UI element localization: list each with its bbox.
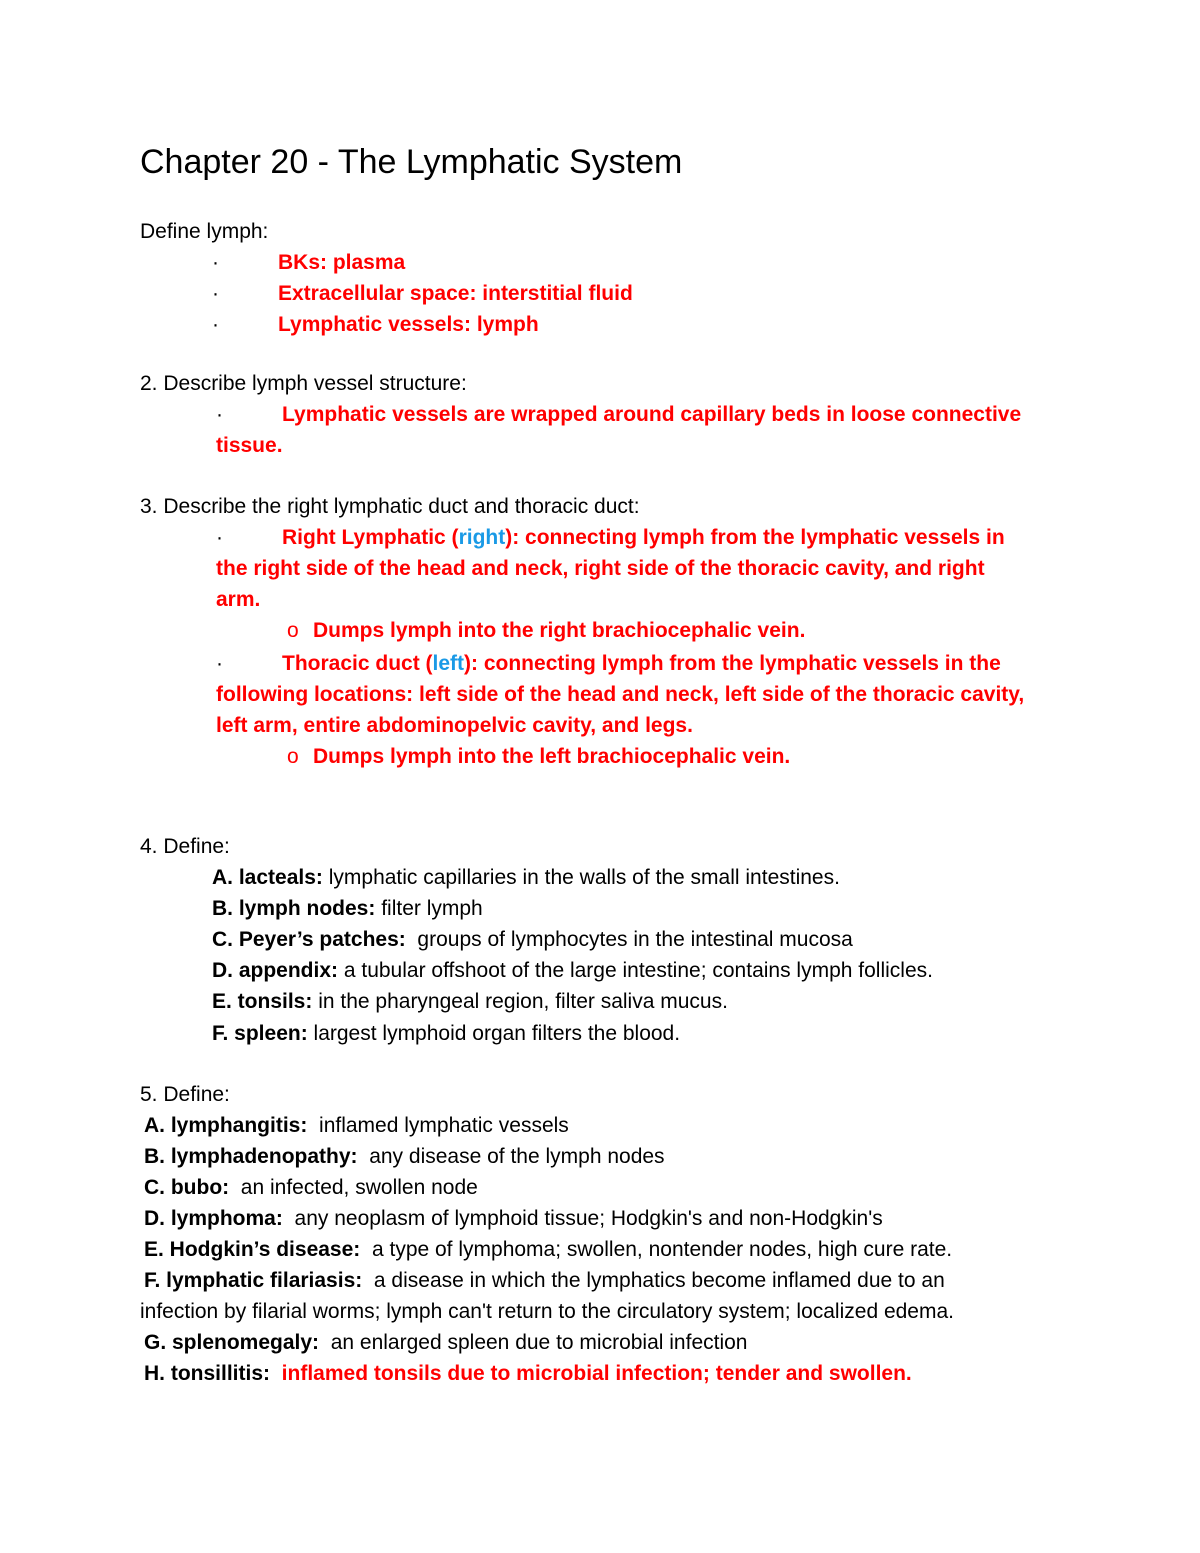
text-span: any neoplasm of lymphoid tissue; Hodgkin's and non-Hodgkin's — [282, 1207, 883, 1230]
q4-item — [212, 986, 728, 1017]
q4-item — [212, 1018, 680, 1049]
text-span: Dumps lymph into the left brachiocephalic vein. — [313, 745, 791, 768]
q3-thoracic-cont: left arm, entire abdominopelvic cavity, and legs. — [216, 714, 693, 737]
highlight-left: left — [432, 652, 465, 675]
text-span: C. bubo: — [144, 1176, 230, 1199]
text-span: filter lymph — [375, 897, 483, 920]
page-title: Chapter 20 - The Lymphatic System — [140, 143, 683, 181]
q3-right-sub — [287, 615, 805, 646]
circle-bullet-glyph: o — [287, 619, 299, 642]
q3-right-lymphatic — [216, 522, 1005, 553]
text-span: F. spleen: — [212, 1022, 308, 1045]
text-span: B. lymph nodes: — [212, 897, 376, 920]
text-span: E. Hodgkin’s disease: — [144, 1238, 361, 1261]
bullet-glyph: · — [212, 282, 219, 305]
q3-thoracic-cont: following locations: left side of the head and neck, left side of the thoracic cavity, — [216, 683, 1025, 706]
text-span: a tubular offshoot of the large intestine; contains lymph follicles. — [338, 959, 933, 982]
q3-thoracic-sub — [287, 741, 790, 772]
q5-item — [144, 1327, 748, 1358]
q4-heading: 4. Define: — [140, 835, 230, 858]
text-span: in the pharyngeal region, filter saliva mucus. — [312, 990, 728, 1013]
q5-item — [144, 1203, 883, 1234]
q1-item — [212, 309, 539, 340]
q5-item — [144, 1358, 912, 1389]
text-span: an infected, swollen node — [229, 1176, 478, 1199]
text-span: H. tonsillitis: — [144, 1362, 270, 1385]
q5-item — [144, 1265, 945, 1296]
text-span: largest lymphoid organ filters the blood. — [307, 1022, 681, 1045]
q5-item — [144, 1110, 569, 1141]
text-span: ): connecting lymph from the lymphatic vessels in — [505, 526, 1005, 549]
q5-item — [144, 1172, 478, 1203]
q3-thoracic-duct — [216, 648, 1001, 679]
q5-item — [144, 1141, 665, 1172]
text-span: Thoracic duct ( — [282, 652, 433, 675]
q3-right-cont: arm. — [216, 588, 261, 611]
text-span: C. Peyer’s patches: — [212, 928, 406, 951]
text-span: a type of lymphoma; swollen, nontender nodes, high cure rate. — [360, 1238, 953, 1261]
q3-heading: 3. Describe the right lymphatic duct and thoracic duct: — [140, 495, 640, 518]
q2-item — [216, 399, 1021, 430]
circle-bullet-glyph: o — [287, 745, 299, 768]
bullet-glyph: · — [212, 251, 219, 274]
q5-item-cont — [140, 1296, 954, 1327]
text-span: E. tonsils: — [212, 990, 313, 1013]
q3-right-cont: the right side of the head and neck, right side of the thoracic cavity, and right — [216, 557, 985, 580]
text-span: G. splenomegaly: — [144, 1331, 320, 1354]
q4-item — [212, 924, 853, 955]
q2-item-cont: tissue. — [216, 434, 283, 457]
text-span: inflamed lymphatic vessels — [307, 1114, 569, 1137]
text-span: Dumps lymph into the right brachiocephalic vein. — [313, 619, 806, 642]
q1-heading: Define lymph: — [140, 220, 269, 243]
text-span: A. lacteals: — [212, 866, 323, 889]
text-span: F. lymphatic filariasis: — [144, 1269, 363, 1292]
text-span: Extracellular space: interstitial fluid — [278, 282, 633, 305]
q5-heading: 5. Define: — [140, 1083, 230, 1106]
text-span: D. lymphoma: — [144, 1207, 283, 1230]
text-span: any disease of the lymph nodes — [357, 1145, 665, 1168]
bullet-glyph: · — [216, 652, 223, 675]
q4-item — [212, 893, 483, 924]
text-span: ): connecting lymph from the lymphatic vessels in the — [464, 652, 1001, 675]
q1-item — [212, 278, 633, 309]
text-span: an enlarged spleen due to microbial infection — [319, 1331, 748, 1354]
q1-item — [212, 247, 405, 278]
bullet-glyph: · — [212, 313, 219, 336]
text-span: D. appendix: — [212, 959, 339, 982]
text-span: Lymphatic vessels: lymph — [278, 313, 539, 336]
text-span: inflamed tonsils due to microbial infection; tender and swollen. — [270, 1362, 912, 1385]
text-span: A. lymphangitis: — [144, 1114, 308, 1137]
text-span: groups of lymphocytes in the intestinal mucosa — [405, 928, 853, 951]
q4-item — [212, 862, 840, 893]
highlight-right: right — [458, 526, 506, 549]
text-span: Right Lymphatic ( — [282, 526, 459, 549]
q5-item — [144, 1234, 952, 1265]
text-span: B. lymphadenopathy: — [144, 1145, 358, 1168]
text-span: lymphatic capillaries in the walls of the small intestines. — [322, 866, 840, 889]
q2-heading: 2. Describe lymph vessel structure: — [140, 372, 467, 395]
text-span: infection by filarial worms; lymph can't return to the circulatory system; localized edema. — [140, 1300, 954, 1323]
bullet-glyph: · — [216, 403, 223, 426]
bullet-glyph: · — [216, 526, 223, 549]
q4-item — [212, 955, 933, 986]
text-span: BKs: plasma — [278, 251, 406, 274]
text-span: a disease in which the lymphatics become inflamed due to an — [362, 1269, 945, 1292]
text-span: Lymphatic vessels are wrapped around capillary beds in loose connective — [282, 403, 1022, 426]
